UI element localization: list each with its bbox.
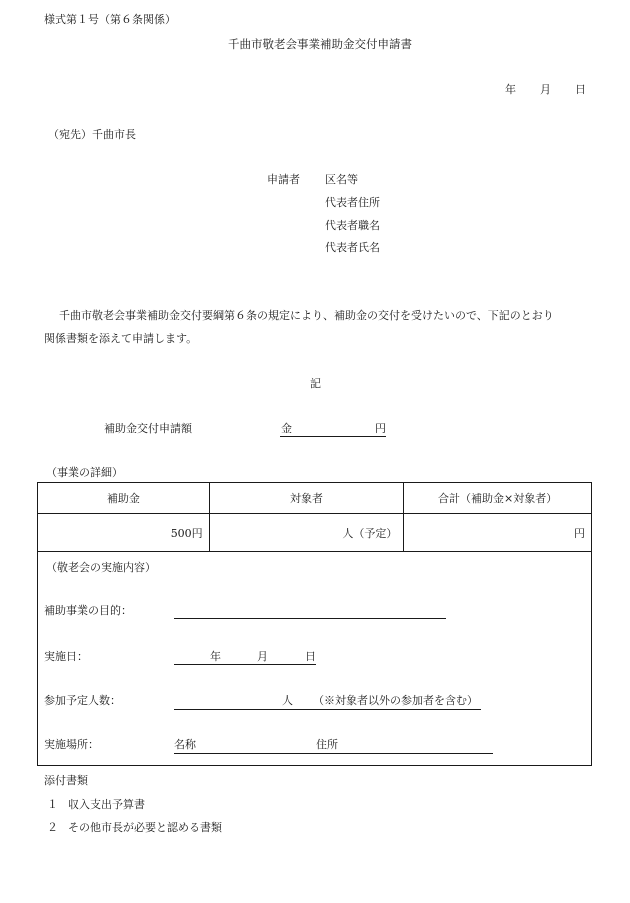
date-day: 日	[575, 83, 586, 96]
attachment-1-text: 収入支出予算書	[68, 798, 145, 811]
attachment-1-num: １	[47, 798, 58, 811]
place-label: 実施場所：	[44, 738, 99, 751]
participants-label: 参加予定人数：	[44, 694, 121, 707]
applicant-field-address: 代表者住所	[325, 196, 380, 209]
participants-underline	[174, 709, 481, 710]
purpose-underline	[174, 618, 446, 619]
applicant-field-name: 代表者氏名	[325, 241, 380, 254]
value-eligible: 人（予定）	[209, 514, 404, 552]
value-subsidy: 500円	[38, 514, 210, 552]
header-total: 合計（補助金×対象者）	[404, 483, 592, 514]
impl-month: 月	[257, 650, 268, 663]
content-title: （敬老会の実施内容）	[46, 561, 156, 574]
document-title: 千曲市敬老会事業補助金交付申請書	[228, 37, 412, 51]
participants-unit: 人	[282, 694, 293, 707]
purpose-label: 補助事業の目的：	[44, 604, 132, 617]
date-underline	[174, 664, 316, 665]
impl-year: 年	[210, 650, 221, 663]
place-name: 名称	[174, 738, 196, 751]
place-address: 住所	[316, 738, 338, 751]
amount-label: 補助金交付申請額	[104, 422, 192, 435]
applicant-field-district: 区名等	[325, 173, 358, 186]
header-subsidy: 補助金	[38, 483, 210, 514]
addressee: （宛先）千曲市長	[48, 128, 136, 141]
ki-heading: 記	[310, 377, 321, 390]
applicant-field-position: 代表者職名	[325, 219, 380, 232]
amount-prefix: 金	[281, 422, 292, 435]
body-text-line-1: 千曲市敬老会事業補助金交付要綱第６条の規定により、補助金の交付を受けたいので、下記のとおり	[59, 309, 554, 322]
header-eligible: 対象者	[209, 483, 404, 514]
attachment-2-num: ２	[47, 821, 58, 834]
participants-note: （※対象者以外の参加者を含む）	[313, 694, 478, 707]
applicant-label: 申請者	[267, 173, 300, 186]
date-year: 年	[505, 83, 516, 96]
value-total: 円	[404, 514, 592, 552]
details-caption: （事業の詳細）	[46, 466, 123, 479]
content-cell	[38, 552, 592, 766]
details-table	[37, 482, 592, 766]
body-text-line-2: 関係書類を添えて申請します。	[44, 332, 198, 345]
date-label: 実施日：	[44, 650, 88, 663]
date-month: 月	[540, 83, 551, 96]
amount-underline	[280, 436, 386, 437]
attachment-2-text: その他市長が必要と認める書類	[68, 821, 222, 834]
form-number: 様式第１号（第６条関係）	[44, 13, 176, 26]
attachments-title: 添付書類	[44, 774, 88, 787]
place-underline	[174, 753, 493, 754]
impl-day: 日	[305, 650, 316, 663]
amount-unit: 円	[375, 422, 386, 435]
